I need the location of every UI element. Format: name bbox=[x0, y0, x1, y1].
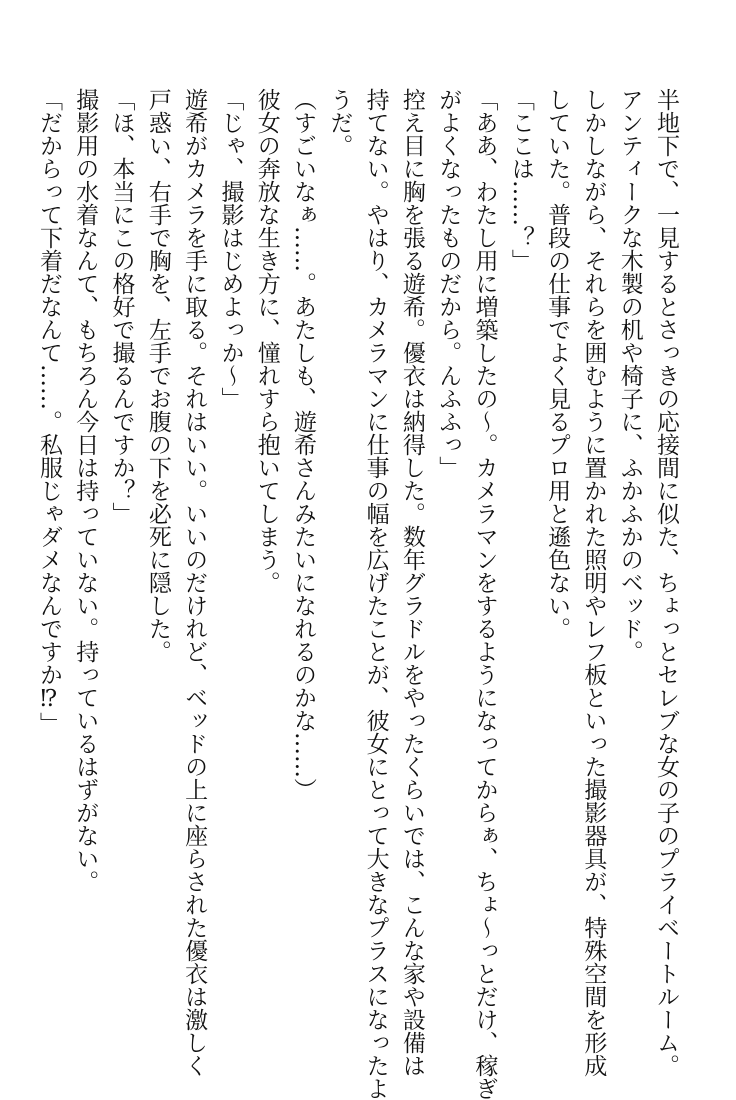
text-line-7: がよくなったものだから。んふふっ」 bbox=[435, 88, 462, 479]
text-line-4: していた。普段の仕事でよく見るプロ用と遜色ない。 bbox=[544, 88, 571, 640]
vertical-text-body bbox=[34, 88, 684, 1100]
text-line-16: 「ほ、本当にこの格好で撮るんですか？」 bbox=[108, 88, 135, 525]
text-line-2: アンティークな木製の机や椅子に、ふかふかのベッド。 bbox=[616, 88, 643, 663]
text-line-14: 遊希がカメラを手に取る。それはいい。いいのだけれど、ベッドの上に座らされた優衣は激しく bbox=[181, 88, 208, 1077]
text-line-17: 撮影用の水着なんて、もちろん今日は持っていない。持っているはずがない。 bbox=[72, 88, 99, 893]
text-line-6: 「ああ、わたし用に増築したの～。カメラマンをするようになってからぁ、ちょ～っとだけ、稼ぎ bbox=[471, 88, 498, 1100]
text-line-1: 半地下で、一見するとさっきの応接間に似た、ちょっとセレブな女の子のプライベートルーム。 bbox=[653, 88, 679, 1077]
text-line-5: 「ここは……？」 bbox=[507, 88, 534, 272]
text-line-9: 持てない。やはり、カメラマンに仕事の幅を広げたことが、彼女にとって大きなプラスになったよ bbox=[362, 88, 389, 1100]
text-line-13: 「じゃ、撮影はじめよっか～」 bbox=[217, 88, 244, 410]
text-line-18: 「だからって下着だなんて……。私服じゃダメなんですか⁉」 bbox=[35, 88, 62, 735]
text-line-10: うだ。 bbox=[326, 88, 353, 157]
text-line-8: 控え目に胸を張る遊希。優衣は納得した。数年グラドルをやったくらいでは、こんな家や設備は bbox=[398, 88, 425, 1077]
text-line-3: しかしながら、それらを囲むように置かれた照明やレフ板といった撮影器具が、特殊空間を形成 bbox=[580, 88, 607, 1077]
text-line-15: 戸惑い、右手で胸を、左手でお腹の下を必死に隠した。 bbox=[144, 88, 171, 663]
text-line-11: （すごいなぁ……。あたしも、遊希さんみたいになれるのかな……） bbox=[290, 88, 317, 801]
text-line-12: 彼女の奔放な生き方に、憧れすら抱いてしまう。 bbox=[253, 88, 280, 594]
